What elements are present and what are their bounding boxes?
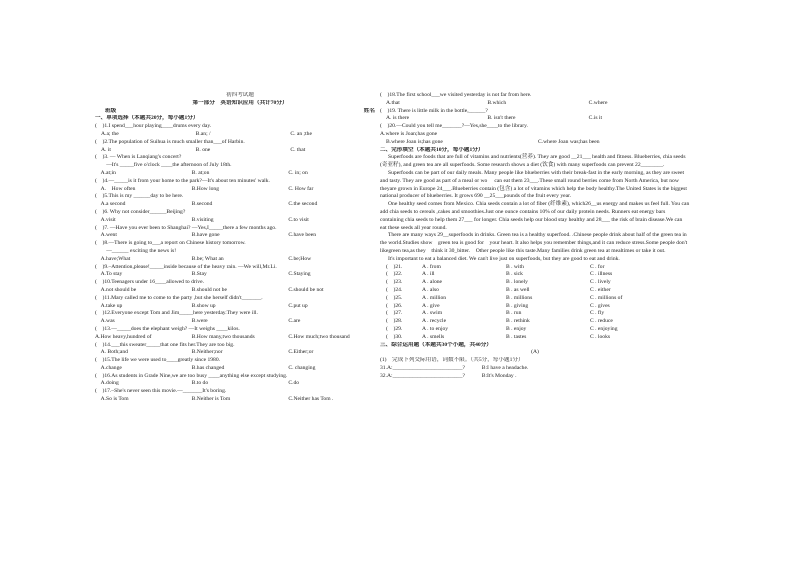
dialog-list — [380, 365, 690, 381]
option-text: C.be;How — [288, 255, 312, 262]
exam-title: 初四考试题 — [226, 92, 254, 98]
question-line: ( )9.–Attention,please!_____inside because of the heavy rain. —We will,Mr.Li. — [95, 263, 277, 270]
option-text: A. Both;and — [95, 349, 128, 356]
option-text: A.a second — [95, 201, 126, 208]
cloze-options-table — [386, 264, 690, 342]
blank-number: ( )25. — [386, 294, 403, 301]
choice-text: A . million — [422, 294, 447, 301]
option-text: C.is it — [588, 115, 603, 122]
question-line — [95, 287, 385, 295]
choice-text: B . giving — [506, 302, 529, 309]
question-line: —It's _____five o'clock ____the afternoon of July 18th. — [95, 162, 232, 169]
option-text: C.where — [588, 99, 608, 106]
option-text: B.where Joan is;has gone — [386, 138, 443, 145]
blank-number: ( )30. — [386, 333, 403, 340]
option-text: B.have gone — [191, 232, 220, 239]
choice-text: A . ill — [422, 271, 435, 278]
section-2-heading: 二、完形填空（本题共10分，每小题1分） — [380, 146, 484, 153]
option-text: C.Neither has Tom . — [288, 396, 334, 403]
option-text: A.a; the — [101, 130, 119, 137]
option-text: A.went — [95, 232, 117, 239]
option-text: C.should be not — [288, 286, 324, 293]
options-line — [380, 100, 690, 108]
option-text: C. How far — [288, 185, 314, 192]
choice-text: A . give — [422, 302, 440, 309]
question-line: ( )4.—_____is it from your home to the park?—It's about ten minutes' walk. — [95, 177, 270, 184]
question-line — [95, 303, 385, 311]
question-line — [95, 271, 385, 279]
blank-number: ( )29. — [386, 325, 403, 332]
option-text: A.at;in — [95, 169, 116, 176]
blank-number: ( )24. — [386, 286, 403, 293]
choice-text: C . looks — [590, 333, 611, 340]
blank-number: ( )28. — [386, 318, 403, 325]
option-text: B.visiting — [191, 216, 214, 223]
part-heading: 第一部分 英语知识应用（共计70分） — [192, 99, 288, 106]
option-text: B.Stay — [191, 271, 207, 278]
section-3-heading: 三、综合运用题（本题共30个小题，共40分） — [380, 341, 492, 348]
option-text: B.should not be — [191, 286, 227, 293]
option-text: C.the second — [288, 201, 318, 208]
choice-text: B . rethink — [506, 318, 530, 325]
option-text: A.have;What — [95, 255, 131, 262]
passage-paragraph: One healthy seed comes from Mexico. Chia seeds contain a lot of fiber (纤维素), which26__us energy and makes us feel full. You can add chia seeds to cereals ,cakes and smoothies.Just one ounce contains 10% of our daily protein needs. Runners eat energy bars containing chia seeds to help them 27___ for longer. Chia seeds help our blood stay healthy and 28___ the risk of brain disease.We can eat these seeds all year round. — [380, 201, 690, 231]
option-text: B. isn't there — [487, 115, 516, 122]
option-text: A.doing — [95, 380, 119, 387]
dialog-line: 32.A:_________________________? B:It's Monday . — [380, 372, 517, 379]
option-text: B.were — [191, 318, 208, 325]
option-text: B.Neither;nor — [191, 349, 223, 356]
option-text: C. an ;the — [290, 130, 312, 137]
options-line — [380, 139, 690, 147]
question-line: ( )3. — When is Lanqiang's concert? — [95, 154, 182, 161]
question-line: ( )15.The life we were used to____greatly since 1980. — [95, 357, 221, 364]
passage-paragraph: Superfoods are foods that are full of vitamins and nutrients(营养). They are good __21___ health and fitness. Blueberries, chia seeds (奇亚籽), and green tea are all superfoods. Some research shows a diet (饮食) with many superfoods can prevent 22________. — [380, 154, 686, 169]
question-line: ( )17.–She's never seen this movie.—_______It's boring. — [95, 388, 227, 395]
right-column — [380, 92, 690, 380]
question-line — [95, 365, 385, 373]
choice-text: B . tastes — [506, 333, 527, 340]
option-text: A.To stay — [95, 271, 123, 278]
option-text: A.So is Tom — [95, 396, 129, 403]
option-text: B.to do — [191, 380, 209, 387]
option-text: A. it — [101, 146, 111, 153]
option-text: A.not should be — [95, 286, 137, 293]
passage-paragraph: It's important to eat a balanced diet. We can't live just on superfoods, but they are good to eat and drink. — [388, 255, 620, 262]
option-text: C.How much;two thousand — [288, 333, 350, 340]
choice-text: C . reduce — [590, 318, 613, 325]
choice-text: A . recycle — [422, 318, 447, 325]
options-line — [380, 115, 690, 123]
section-1-heading: 一、单项选择（本题共20分，每小题1分） — [95, 115, 199, 122]
question-line: ( )14.___this sweater_____that one fits her.They are too big. — [95, 341, 235, 348]
question-line: ( )7. —Have you ever been to Shanghai? —Yes,I_____there a few months ago. — [95, 224, 277, 231]
question-line: ( )10.Teenagers under 16____allowed to drive. — [95, 279, 204, 286]
option-text: B.How long — [191, 185, 220, 192]
question-line: ( )1.I spend___hour playing____drums every day. — [95, 123, 212, 130]
blank-number: ( )22. — [386, 271, 403, 278]
choice-text: C . gives — [590, 302, 610, 309]
choice-text: B . as well — [506, 286, 530, 293]
option-text: B. at;on — [191, 169, 210, 176]
blank-number: ( )27. — [386, 310, 403, 317]
choice-text: C . fly — [590, 310, 605, 317]
question-line: ( )12.Everyone except Tom and Jim_____here yesterday.They were ill. — [95, 310, 258, 317]
choice-text: C . illness — [590, 271, 613, 278]
option-text: C. in; on — [288, 169, 308, 176]
choice-text: A . smells — [422, 333, 445, 340]
option-text: A.How heavy,hundred of — [95, 333, 152, 340]
option-text: A.take up — [95, 302, 123, 309]
option-text: C. changing — [288, 364, 316, 371]
name-label: 姓名 — [363, 107, 375, 114]
choice-text: B . with — [506, 263, 524, 270]
option-text: C.do — [288, 380, 300, 387]
option-text: C.are — [288, 318, 301, 325]
question-line: ( )20.—Could you tell me_______?—Yes,she____to the library. — [380, 123, 528, 130]
choice-text: C . millions of — [590, 294, 623, 301]
question-line: ( )16.As students in Grade Nine,we are too busy ____anything else except studying. — [95, 372, 288, 379]
subsection-a: (A) — [531, 349, 539, 356]
question-line: ( )18.The first school___we visited yesterday is not far from here. — [380, 92, 532, 98]
option-text: B.How many,two thousands — [191, 333, 255, 340]
question-line: ( )8.—There is going to___a report on Chinese history tomorrow. — [95, 240, 246, 247]
options-line — [95, 147, 385, 155]
option-text: A.change — [95, 364, 122, 371]
question-line: ( )19. There is little milk in the bottle,______? — [380, 107, 488, 114]
options-line — [95, 131, 385, 139]
option-text: B.Neither is Tom — [191, 396, 231, 403]
option-text: C.where Joan was;has been — [538, 138, 600, 145]
choice-text: A . also — [422, 286, 439, 293]
blank-number: ( )21. — [386, 263, 403, 270]
passage-paragraph: Superfoods can be part of our daily meals. Many people like blueberries with their break-fast in the early morning, as they are sweet and tasty. They are good as part of a meal or wo can eat them 23___.These small round berries come from North America, but now theyare grown in Europe 24___.Blueberries contain (包含) a lot of vitamins which help the body healthy.The United States is the biggest national producer of blueberries. It grows 690 __25___pounds of the fruit every year. — [380, 169, 687, 200]
choice-text: B . millions — [506, 294, 533, 301]
blank-number: ( )23. — [386, 279, 403, 286]
question-line — [95, 170, 385, 178]
choice-text: C . enjoying — [590, 325, 618, 332]
option-text: A.was — [95, 318, 115, 325]
question-line — [95, 396, 385, 404]
option-text: A. How often — [95, 185, 136, 192]
question-line — [95, 232, 385, 240]
choice-text: C . for — [590, 263, 605, 270]
question-line — [95, 217, 385, 225]
option-text: B.has changed — [191, 364, 225, 371]
question-line: ( )13.—_____does the elephant weigh? —It weighs ____kilos. — [95, 325, 240, 332]
right-question-list — [380, 92, 690, 147]
question-line: ( )11.Mary called me to come to the party ,but she herself didn't_______. — [95, 294, 263, 301]
question-line — [95, 334, 385, 342]
option-text: A.visit — [95, 216, 116, 223]
option-text: B.show up — [191, 302, 216, 309]
option-text: C.Staying — [288, 271, 311, 278]
question-line: ( )6. Why not consider______Beijing? — [95, 208, 186, 215]
cloze-passage — [380, 154, 690, 263]
choice-text: C . lively — [590, 279, 611, 286]
choice-text: B . run — [506, 310, 522, 317]
choice-text: A . to enjoy — [422, 325, 449, 332]
option-text: B.which — [487, 99, 507, 106]
question-line — [95, 186, 385, 194]
choice-text: C . either — [590, 286, 611, 293]
left-column — [95, 92, 385, 404]
choice-text: A . alone — [422, 279, 443, 286]
option-text: C.to visit — [288, 216, 309, 223]
option-text: B.be; What an — [191, 255, 224, 262]
question-line — [95, 201, 385, 209]
question-line — [95, 349, 385, 357]
question-line: —______ exciting the news is! — [95, 247, 177, 254]
option-text: C. that — [290, 146, 306, 153]
option-text: A.that — [386, 99, 400, 106]
dialog-instruction: (1) 完成下列交际用语，词数不限。（共5分，每小题1分） — [380, 357, 524, 364]
choice-text: B . lonely — [506, 279, 528, 286]
class-label: 班级 — [105, 107, 117, 114]
choice-text: A . from — [422, 263, 441, 270]
class-name-bar — [95, 108, 385, 116]
question-line: ( )2.The population of Suihua is much smaller than___of Harbin. — [95, 138, 245, 145]
option-text: B.an; / — [195, 130, 211, 137]
left-question-list — [95, 123, 385, 404]
option-text: C.put up — [288, 302, 308, 309]
choice-text: B . sick — [506, 271, 523, 278]
question-line — [95, 380, 385, 388]
question-line: A.where is Joan;has gone — [380, 130, 438, 137]
option-text: C.Either;or — [288, 349, 314, 356]
choice-text: B . enjoy — [506, 325, 527, 332]
choice-text: A . swim — [422, 310, 443, 317]
dialog-line: 31.A:_________________________? B:I have a headache. — [380, 364, 529, 371]
option-text: B.second — [191, 201, 213, 208]
passage-paragraph: There are many ways 29__superfoods in drinks. Green tea is a healthy superfood. .Chinese people drink about half of the green tea in the world.Studies show green tea is good for your heart. It also helps you remember things,and it can reduce stress.Some people don't likegreen tea,as they think it 30_bitter. Other people like this taste.Many families drink green tea at mealtimes or take it out. — [380, 232, 688, 254]
option-text: A. is there — [386, 115, 410, 122]
question-line: ( )5.This is my ______day to be here. — [95, 193, 184, 200]
option-text: B. one — [195, 146, 211, 153]
option-text: C.have been — [288, 232, 316, 239]
question-line — [95, 318, 385, 326]
question-line — [95, 256, 385, 264]
blank-number: ( )26. — [386, 302, 403, 309]
